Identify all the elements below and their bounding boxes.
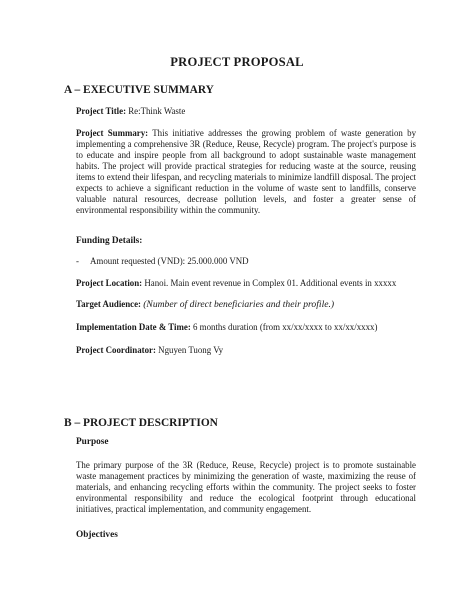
section-b-heading: B – PROJECT DESCRIPTION [64, 417, 218, 429]
implementation-label: Implementation Date & Time: [76, 322, 191, 332]
implementation-value: 6 months duration (from xx/xx/xxxx to xx/xx/xxxx) [193, 322, 378, 332]
objectives-heading: Objectives [76, 530, 118, 540]
project-coordinator-value: Nguyen Tuong Vy [158, 345, 224, 355]
target-audience-line [76, 299, 416, 311]
funding-item-text: Amount requested (VND): 25.000.000 VND [90, 256, 249, 266]
implementation-line [76, 322, 416, 333]
project-summary [76, 128, 416, 216]
project-coordinator-line [76, 345, 416, 356]
project-summary-label: Project Summary: [76, 128, 149, 138]
target-audience-label: Target Audience: [76, 299, 141, 309]
funding-details-label: Funding Details: [76, 236, 143, 246]
section-a-heading: A – EXECUTIVE SUMMARY [64, 84, 214, 96]
purpose-heading: Purpose [76, 437, 109, 447]
project-summary-text: This initiative addresses the growing problem of waste generation by implementing a comprehensive 3R (Reduce, Reuse, Recycle) program. The project's purpose is to educate and inspire people from all background to adopt sustainable waste management habits. The project will provide practical strategies for reducing waste at the source, reusing items to extend their lifespan, and recycling materials to minimize landfill disposal. The project expects to achieve a significant reduction in the volume of waste sent to landfills, conserve valuable natural resources, decrease pollution levels, and foster a greater sense of environmental responsibility within the community. [76, 128, 417, 216]
project-location-line [76, 278, 416, 289]
funding-bullet: - [76, 256, 79, 266]
document-title: PROJECT PROPOSAL [170, 55, 304, 69]
purpose-paragraph: The primary purpose of the 3R (Reduce, Reuse, Recycle) project is to promote sustainable waste management practices by minimizing the generation of waste, maximizing the reuse of materials, and enhancing recycling efforts within the community. The project seeks to foster environmental responsibility and reduce the ecological footprint through educational initiatives, practical implementation, and community engagement. [76, 460, 416, 515]
project-coordinator-label: Project Coordinator: [76, 345, 156, 355]
project-title-label: Project Title: [76, 106, 127, 116]
project-location-label: Project Location: [76, 278, 143, 288]
target-audience-value: (Number of direct beneficiaries and their profile.) [143, 299, 335, 310]
project-location-value: Hanoi. Main event revenue in Complex 01. Additional events in xxxxx [144, 278, 397, 288]
funding-item [76, 256, 416, 267]
project-title-value: Re:Think Waste [128, 106, 186, 116]
project-title-line [76, 106, 416, 117]
